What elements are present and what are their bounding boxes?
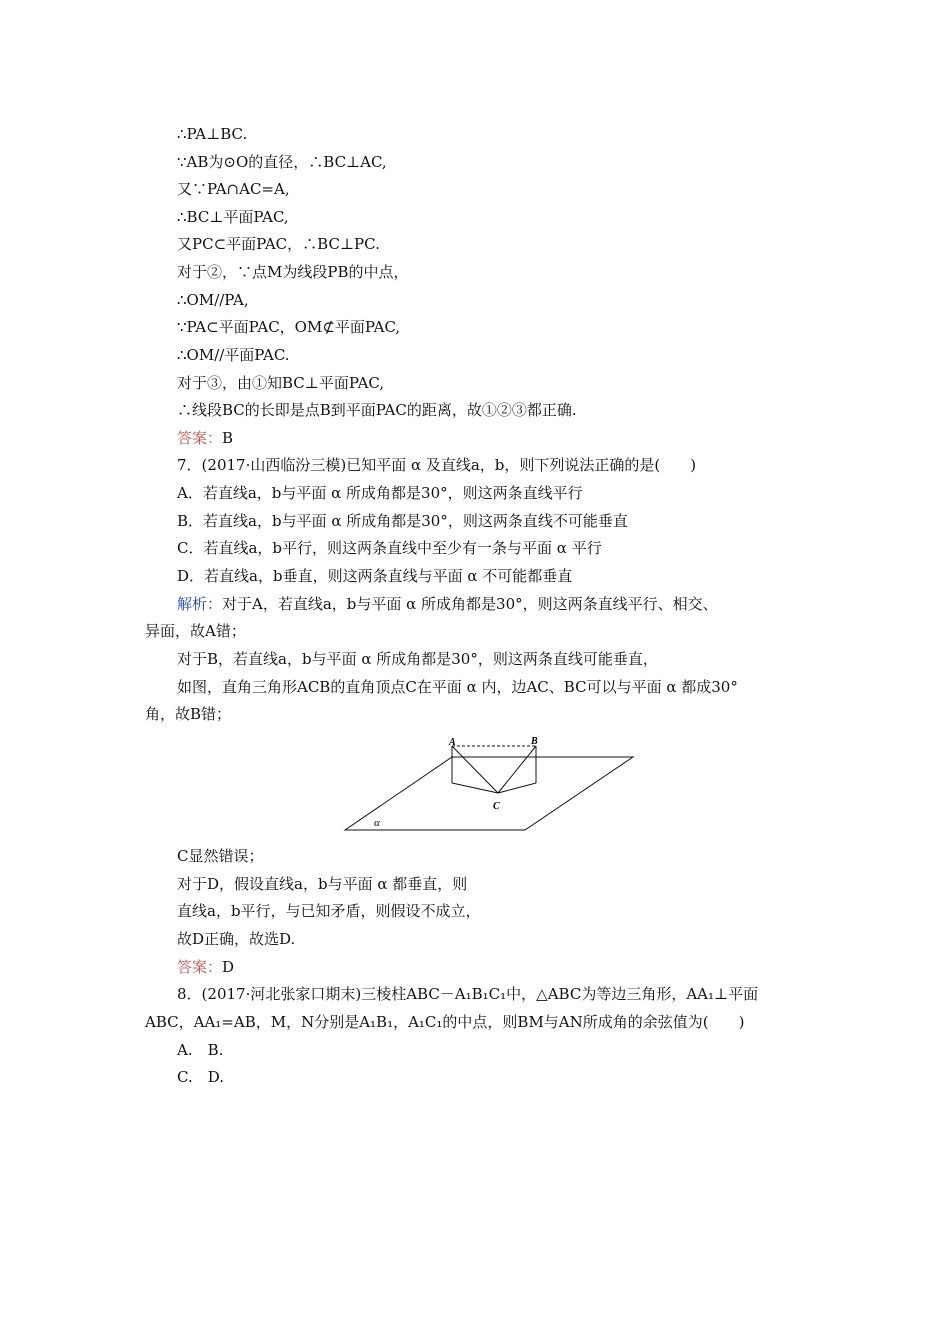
answer-line <box>177 957 234 977</box>
analysis-text: 对于A，若直线a，b与平面 α 所成角都是30°，则这两条直线平行、相交、 <box>222 595 718 613</box>
text-line: 对于D，假设直线a，b与平面 α 都垂直，则 <box>177 875 468 893</box>
text-line: 角，故B错； <box>145 705 232 723</box>
question-7-option-b: B．若直线a，b与平面 α 所成角都是30°，则这两条直线不可能垂直 <box>177 512 628 530</box>
question-8-stem-cont: ABC，AA₁=AB，M，N分别是A₁B₁，A₁C₁的中点，则BM与AN所成角的余弦值为( ) <box>145 1013 745 1031</box>
label-c: C <box>493 801 500 812</box>
answer-label: 答案： <box>177 429 223 447</box>
text-line: 如图，直角三角形ACB的直角顶点C在平面 α 内，边AC、BC可以与平面 α 都成30° <box>177 678 738 696</box>
text-line: 故D正确，故选D. <box>177 930 296 948</box>
question-8-options-ab: A. B. <box>177 1041 224 1059</box>
text-line: C显然错误； <box>177 847 264 865</box>
text-line: ∴BC⊥平面PAC, <box>177 208 289 226</box>
analysis-label: 解析： <box>177 595 223 613</box>
question-7-option-a: A．若直线a，b与平面 α 所成角都是30°，则这两条直线平行 <box>177 484 583 502</box>
question-8-stem: 8．(2017·河北张家口期末)三棱柱ABC－A₁B₁C₁中，△ABC为等边三角形，AA₁⊥平面 <box>177 985 759 1003</box>
segment-projection-a <box>452 783 498 793</box>
answer-value: D <box>222 958 235 976</box>
text-line: 对于B，若直线a，b与平面 α 所成角都是30°，则这两条直线可能垂直， <box>177 650 658 668</box>
segment-ac <box>452 746 498 793</box>
text-line: 直线a，b平行，与已知矛盾，则假设不成立， <box>177 902 481 920</box>
text-line: 又∵PA∩AC=A, <box>177 180 290 198</box>
answer-value: B <box>222 429 234 447</box>
answer-label: 答案： <box>177 958 223 976</box>
segment-bc <box>498 746 536 793</box>
label-b: B <box>531 736 538 747</box>
plane-triangle-figure <box>340 735 640 835</box>
answer-line <box>177 428 233 448</box>
text-line: ∴PA⊥BC. <box>177 125 248 143</box>
segment-projection-b <box>498 783 536 793</box>
text-line: ∴OM//PA, <box>177 291 249 309</box>
question-7-option-d: D．若直线a，b垂直，则这两条直线与平面 α 不可能都垂直 <box>177 567 573 585</box>
plane-alpha <box>345 757 633 830</box>
label-a: A <box>449 737 456 748</box>
text-line: 又PC⊂平面PAC，∴BC⊥PC. <box>177 235 380 253</box>
text-line: ∴线段BC的长即是点B到平面PAC的距离，故①②③都正确. <box>177 401 577 419</box>
geometry-diagram <box>340 735 640 835</box>
text-line: 对于③，由①知BC⊥平面PAC, <box>177 374 385 392</box>
label-alpha: α <box>374 817 380 829</box>
analysis-line <box>177 594 718 614</box>
question-7-option-c: C．若直线a，b平行，则这两条直线中至少有一条与平面 α 平行 <box>177 539 602 557</box>
text-line: ∵PA⊂平面PAC，OM⊄平面PAC, <box>177 318 401 336</box>
question-7-stem: 7．(2017·山西临汾三模)已知平面 α 及直线a，b，则下列说法正确的是( ) <box>177 456 697 474</box>
text-line: 对于②，∵点M为线段PB的中点， <box>177 263 409 281</box>
text-line: ∵AB为⊙O的直径，∴BC⊥AC, <box>177 153 387 171</box>
text-line: ∴OM//平面PAC. <box>177 346 290 364</box>
text-line: 异面，故A错； <box>145 622 246 640</box>
question-8-options-cd: C. D. <box>177 1068 224 1086</box>
